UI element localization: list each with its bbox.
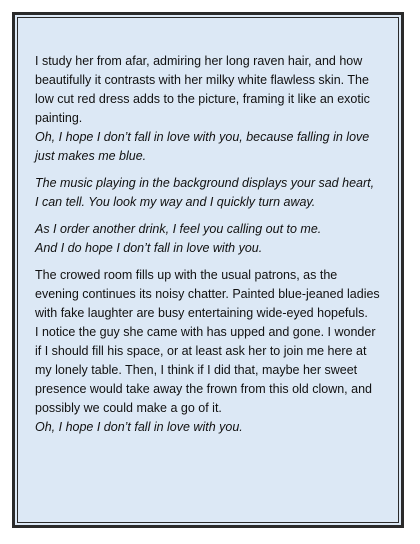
- poem-paragraph-6: I notice the guy she came with has upped and gone. I wonder if I should fill his space, or at least ask her to join me here at my lonely table. Then, I think if I did that, maybe her sweet presence would take away the frown from this old clown, and possibly we could make a go of it.: [35, 325, 376, 415]
- poem-paragraph-3: The music playing in the background displays your sad heart, I can tell. You look my way and I quickly turn away.: [35, 176, 375, 209]
- poem-refrain-1: Oh, I hope I don’t fall in love with you, because falling in love just makes me blue.: [35, 130, 370, 163]
- poem-line-4a: As I order another drink, I feel you calling out to me.: [35, 222, 322, 236]
- poem-body: [35, 52, 380, 437]
- poem-refrain-final: Oh, I hope I don’t fall in love with you.: [35, 420, 243, 434]
- poem-line-4b: And I do hope I don’t fall in love with you.: [35, 241, 263, 255]
- poem-paragraph-5: The crowed room fills up with the usual patrons, as the evening continues its noisy chatter. Painted blue-jeaned ladies with fake laughter are busy entertaining wide-eyed hopefuls.: [35, 268, 380, 320]
- poem-paragraph-1: I study her from afar, admiring her long raven hair, and how beautifully it contrasts with her milky white flawless skin. The low cut red dress adds to the picture, framing it like an exotic painting.: [35, 54, 370, 125]
